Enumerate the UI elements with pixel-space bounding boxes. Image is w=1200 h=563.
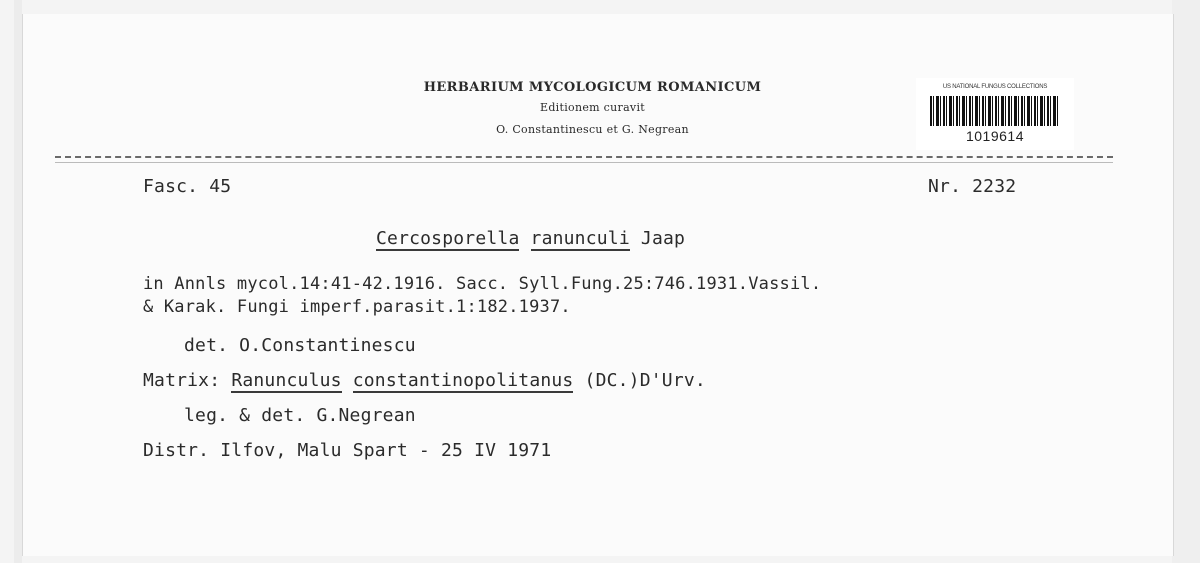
label-header	[390, 78, 795, 142]
header-divider-thin	[55, 162, 1113, 163]
barcode-label	[916, 78, 1074, 150]
species-genus: Cercosporella	[376, 228, 520, 249]
locality-date: Distr. Ilfov, Malu Spart - 25 IV 1971	[143, 440, 552, 461]
sheet-edge-left	[14, 0, 22, 563]
species-name	[376, 228, 685, 249]
literature-reference-line-2: & Karak. Fungi imperf.parasit.1:182.1937.	[143, 297, 571, 317]
fascicle-number: Fasc. 45	[143, 176, 232, 197]
herbarium-title: HERBARIUM MYCOLOGICUM ROMANICUM	[423, 80, 762, 95]
barcode-collection: US NATIONAL FUNGUS COLLECTIONS	[942, 84, 1048, 90]
determiner: det. O.Constantinescu	[184, 335, 416, 356]
host-matrix	[143, 370, 706, 391]
header-divider	[55, 156, 1113, 158]
species-epithet: ranunculi	[530, 228, 630, 249]
edition-note: Editionem curavit	[540, 101, 645, 114]
barcode-icon	[930, 96, 1060, 126]
barcode-number: 1019614	[965, 128, 1024, 144]
editors-line: O. Constantinescu et G. Negrean	[496, 123, 689, 136]
specimen-number: Nr. 2232	[928, 176, 1017, 197]
species-author: Jaap	[640, 228, 686, 249]
host-genus: Ranunculus	[231, 370, 342, 391]
sheet-edge-right	[1172, 0, 1200, 563]
host-epithet: constantinopolitanus	[352, 370, 574, 391]
literature-reference-line-1: in Annls mycol.14:41-42.1916. Sacc. Syll.Fung.25:746.1931.Vassil.	[143, 274, 822, 294]
host-author: (DC.)D'Urv.	[584, 370, 706, 391]
collector: leg. & det. G.Negrean	[184, 405, 416, 426]
matrix-label: Matrix:	[143, 370, 221, 391]
